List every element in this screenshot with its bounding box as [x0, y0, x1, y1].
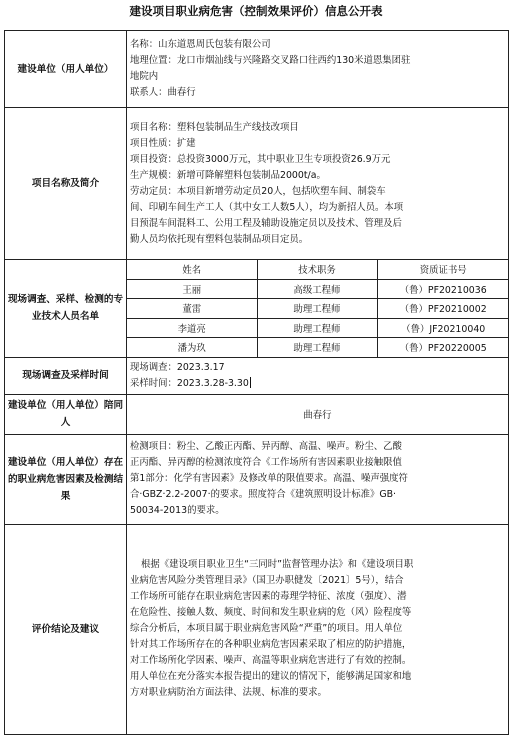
staff-header-title: 技术职务	[257, 260, 377, 279]
conclusion-line: 综合分析后，本项目属于职业病危害风险“严重”的项目。用人单位	[130, 623, 403, 634]
staff-header-row	[127, 260, 509, 279]
staff-header-name: 姓名	[127, 260, 257, 279]
project-desc-3: 目预混车间混料工、公用工程及辅助设施定员以及技术、管理及后	[130, 217, 402, 229]
table-row	[127, 318, 509, 338]
employer-info	[127, 31, 509, 108]
staff-cert: （鲁）JF20210040	[377, 318, 509, 338]
staff-cert: （鲁）PF20210002	[377, 299, 509, 319]
text-cursor	[250, 377, 251, 388]
table-row	[127, 338, 509, 357]
project-capacity: 生产规模：新增可降解塑料包装制品2000t/a。	[130, 169, 326, 181]
row-conclusion	[5, 524, 509, 734]
escort-value: 曲春行	[127, 394, 509, 434]
employer-name: 名称：山东道恩周氏包装有限公司	[130, 39, 271, 50]
conclusion-info	[127, 524, 509, 734]
row-project	[5, 108, 509, 260]
employer-address-1: 地理位置：龙口市烟汕线与兴隆路交叉路口往西约130米道恩集团驻	[130, 55, 411, 66]
staff-name: 董雷	[127, 299, 257, 319]
survey-info	[127, 357, 509, 394]
conclusion-line: 根据《建设项目职业卫生“三同时”监督管理办法》和《建设项目职	[141, 559, 414, 570]
project-investment: 项目投资：总投资3000万元，其中职业卫生专项投资26.9万元	[130, 153, 391, 165]
conclusion-line: 用人单位在充分落实本报告提出的建议的情况下，能够满足国家和地	[130, 671, 412, 682]
conclusion-line: 针对其工作场所存在的各种职业病危害因素采取了相应的防护措施，	[130, 639, 412, 650]
staff-title: 助理工程师	[257, 338, 377, 357]
conclusion-line: 对工作场所化学因素、噪声、高温等职业病危害进行了有效的控制。	[130, 655, 412, 666]
staff-title: 助理工程师	[257, 299, 377, 319]
staff-table	[127, 260, 509, 357]
employer-label: 建设单位（用人单位）	[5, 31, 127, 108]
project-desc-2: 间、印刷车间生产工人（其中女工人数5人），均为新招人员。本项	[130, 201, 404, 213]
employer-contact: 联系人：曲春行	[130, 87, 196, 98]
staff-title: 助理工程师	[257, 318, 377, 338]
conclusion-line: 业病危害风险分类管理目录》（国卫办职健发〔2021〕5号），结合	[130, 575, 404, 586]
staff-cell	[127, 260, 509, 358]
conclusion-label: 评价结论及建议	[5, 524, 127, 734]
staff-cert: （鲁）PF20210036	[377, 279, 509, 299]
staff-name: 潘为玖	[127, 338, 257, 357]
table-row	[127, 299, 509, 319]
project-name: 项目名称：塑料包装制品生产线技改项目	[130, 121, 299, 133]
hazards-line: 正丙酯、异丙醇的检测浓度符合《工作场所有害因素职业接触限值	[130, 457, 402, 468]
project-label: 项目名称及简介	[5, 108, 127, 260]
hazards-info	[127, 434, 509, 524]
survey-sampling: 采样时间：2023.3.28-3.30	[130, 377, 249, 389]
employer-address-2: 地院内	[130, 71, 159, 82]
row-staff	[5, 260, 509, 358]
conclusion-line: 方对职业病防治方面法律、法规、标准的要求。	[130, 687, 327, 698]
project-nature: 项目性质：扩建	[130, 137, 196, 149]
page-title: 建设项目职业病危害（控制效果评价）信息公开表	[129, 4, 383, 18]
staff-title: 高级工程师	[257, 279, 377, 299]
hazards-line: 合·GBZ·2.2-2007·的要求。照度符合《建筑照明设计标准》GB·	[130, 489, 397, 500]
staff-header-cert: 资质证书号	[377, 260, 509, 279]
hazards-line: 第1部分：化学有害因素》及修改单的限值要求。高温、噪声强度符	[130, 473, 408, 484]
staff-label: 现场调查、采样、检测的专业技术人员名单	[5, 260, 127, 358]
info-table	[4, 30, 509, 735]
hazards-line: 检测项目：粉尘、乙酸正丙酯、异丙醇、高温、噪声。粉尘、乙酸	[130, 441, 402, 452]
staff-name: 李道亮	[127, 318, 257, 338]
table-row	[127, 279, 509, 299]
hazards-line: 50034-2013的要求。	[130, 505, 225, 516]
conclusion-line: 在危险性、接触人数、频度、时间和发生职业病的危（风）险程度等	[130, 607, 412, 618]
staff-cert: （鲁）PF20220005	[399, 343, 487, 355]
conclusion-line: 工作场所可能存在职业病危害因素的毒理学特征、浓度（强度）、潜	[130, 591, 407, 602]
escort-label: 建设单位（用人单位）陪同人	[5, 394, 127, 434]
survey-investigation: 现场调查：2023.3.17	[130, 361, 225, 373]
row-survey	[5, 357, 509, 394]
project-desc-4: 勤人员均依托现有塑料包装制品项目定员。	[130, 233, 309, 245]
row-employer	[5, 31, 509, 108]
hazards-label: 建设单位（用人单位）存在的职业病危害因素及检测结果	[5, 434, 127, 524]
project-desc-1: 劳动定员：本项目新增劳动定员20人，包括吹塑车间、制袋车	[130, 185, 386, 197]
row-escort	[5, 394, 509, 434]
staff-name: 王丽	[127, 279, 257, 299]
project-info	[127, 108, 509, 260]
row-hazards	[5, 434, 509, 524]
survey-label: 现场调查及采样时间	[5, 357, 127, 394]
